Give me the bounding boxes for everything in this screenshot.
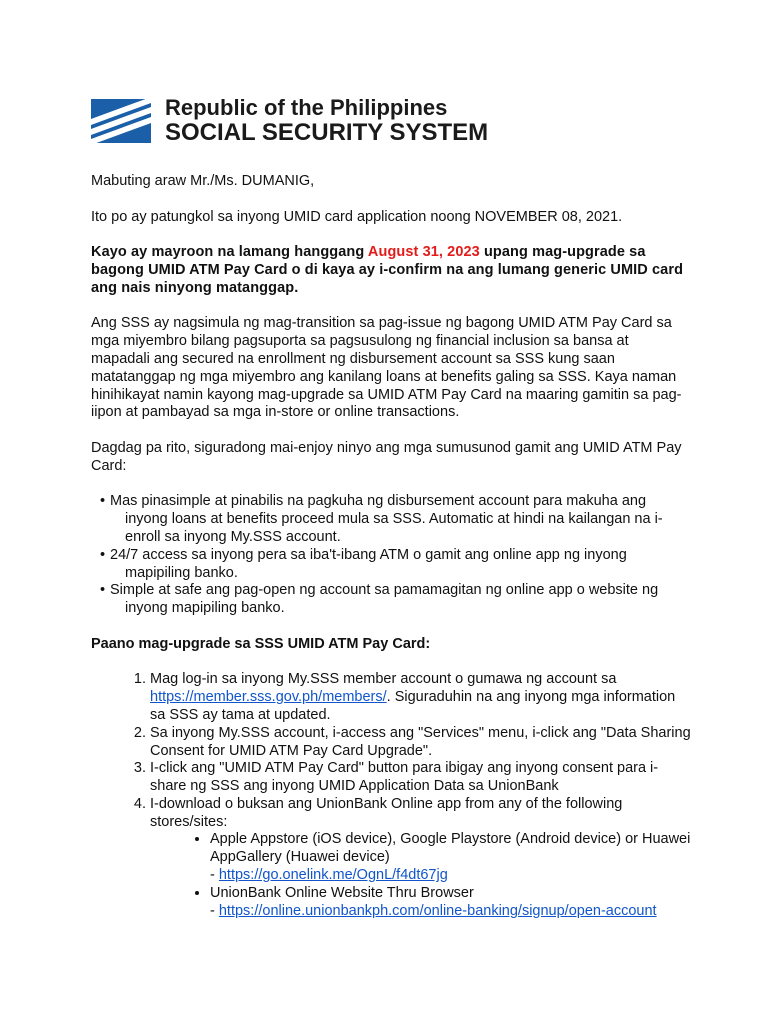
bullet-icon: • [100,582,106,599]
header-republic: Republic of the Philippines [165,95,448,120]
sss-logo-icon [91,99,151,143]
step-3: 3. I-click ang "UMID ATM Pay Card" button para ibigay ang inyong consent para i-share ng SSS ang inyong UMID Application Data sa UnionBank [150,760,691,796]
list-item: • Simple at safe ang pag-open ng account sa pamamagitan ng online app o website ng inyong mapipiling banko. [100,582,659,617]
member-portal-link[interactable]: https://member.sss.gov.ph/members/ [150,689,387,706]
deadline-before: Kayo ay mayroon na lamang hanggang [91,244,368,261]
benefits-intro: Dagdag pa rito, siguradong mai-enjoy ninyo ang mga sumusunod gamit ang UMID ATM Pay Card: [91,439,682,474]
bullet-icon: • [100,546,106,563]
step-4: 4. I-download o buksan ang UnionBank Online app from any of the following stores/sites: • Apple Appstore (iOS device), Google Playstore (Android device) or Huawei AppGallery (Huawei device) - https://go.onelink.me/OgnL/f4dt67jg • UnionBank Online Website Thru Browser - https://online.unionbankph.com/online-banking/signup/open-account [150,796,691,921]
letterhead [91,95,691,155]
list-item: • Mas pinasimple at pinabilis na pagkuha ng disbursement account para makuha ang inyong loans at benefits proceed mula sa SSS. Automatic at hindi na kailangan na i-enroll sa inyong My.SSS account. [100,493,663,545]
header-sss: SOCIAL SECURITY SYSTEM [165,119,489,146]
body-paragraph: Ang SSS ay nagsimula ng mag-transition sa pag-issue ng bagong UMID ATM Pay Card sa mga miyembro bilang pagsuporta sa pagsusulong ng financial inclusion sa bansa at mapadali ang secured na enrollment ng disbursement account sa SSS kung saan matatanggap ng mga miyembro ang kanilang loans at benefits galing sa SSS. Kaya naman hinihikayat namin kayong mag-upgrade sa UMID ATM Pay Card na maaring gamitin sa pag-iipon at pambayad sa mga in-store or online transactions. [91,315,682,421]
stores-list [150,831,691,920]
unionbank-signup-link[interactable]: https://online.unionbankph.com/online-banking/signup/open-account [218,902,657,919]
list-item: • 24/7 access sa inyong pera sa iba't-ibang ATM o gamit ang online app ng inyong mapipiling banko. [100,546,627,581]
app-download-link[interactable]: https://go.onelink.me/OgnL/f4dt67jg [218,867,448,884]
howto-heading: Paano mag-upgrade sa SSS UMID ATM Pay Card: [91,635,431,652]
step-1: 1. Mag log-in sa inyong My.SSS member account o gumawa ng account sa https://member.sss.gov.ph/members/. Siguraduhin na ang inyong mga information sa SSS ay tama at updated. [150,671,691,724]
greeting: Mabuting araw Mr./Ms. DUMANIG, [91,173,315,189]
deadline-after: upang mag-upgrade sa bagong UMID ATM Pay Card o di kaya ay i-confirm na ang lumang generic UMID card ang nais ninyong matanggap. [91,244,684,296]
intro-paragraph: Ito po ay patungkol sa inyong UMID card application noong NOVEMBER 08, 2021. [91,208,623,225]
step-2: 2. Sa inyong My.SSS account, i-access ang "Services" menu, i-click ang "Data Sharing Consent for UMID ATM Pay Card Upgrade". [150,725,691,761]
letter-body [91,173,691,920]
list-item: • Apple Appstore (iOS device), Google Playstore (Android device) or Huawei AppGallery (Huawei device) - https://go.onelink.me/OgnL/f4dt67jg [210,831,691,884]
bullet-icon: • [100,493,106,510]
deadline-paragraph [91,244,691,297]
benefits-list [91,493,691,618]
steps-list [91,671,691,920]
list-item: • UnionBank Online Website Thru Browser - https://online.unionbankph.com/online-banking/signup/open-account [210,885,691,921]
deadline-date: August 31, 2023 [367,244,480,261]
